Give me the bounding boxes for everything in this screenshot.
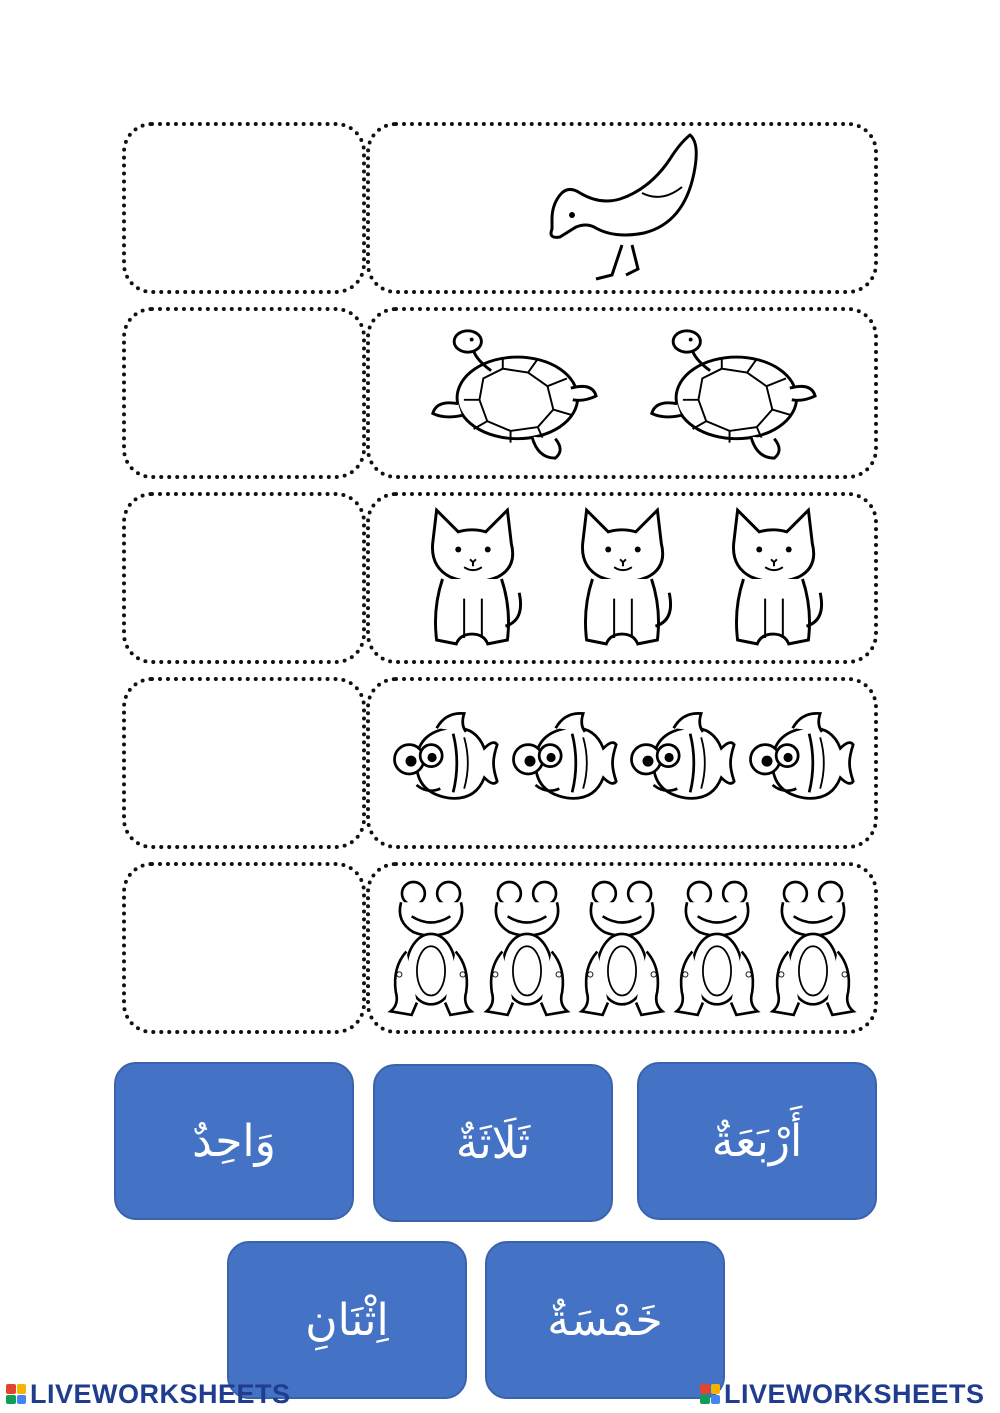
frog-icon (483, 873, 571, 1023)
answer-box-2[interactable] (122, 307, 366, 479)
liveworksheets-logo-icon (700, 1384, 720, 1404)
fish-icon (626, 708, 736, 818)
watermark-right (700, 1379, 985, 1409)
watermark-left (6, 1379, 291, 1409)
turtle-icon (425, 318, 600, 468)
answer-box-4[interactable] (122, 677, 366, 849)
picture-box-1 (366, 122, 878, 294)
answer-box-5[interactable] (122, 862, 366, 1034)
chip-five[interactable]: خَمْسَةٌ (485, 1241, 725, 1399)
duck-icon (527, 133, 717, 283)
frog-icon (387, 873, 475, 1023)
fish-icon (745, 708, 855, 818)
cat-icon (714, 503, 832, 653)
picture-box-2 (366, 307, 878, 479)
answer-box-1[interactable] (122, 122, 366, 294)
watermark-text: LIVEWORKSHEETS (724, 1378, 985, 1409)
cat-icon (413, 503, 531, 653)
frog-icon (578, 873, 666, 1023)
chip-three[interactable]: ثَلَاثَةٌ (373, 1064, 613, 1222)
liveworksheets-logo-icon (6, 1384, 26, 1404)
chip-two[interactable]: اِثْنَانِ (227, 1241, 467, 1399)
picture-box-5 (366, 862, 878, 1034)
frog-icon (769, 873, 857, 1023)
picture-box-4 (366, 677, 878, 849)
watermark-text: LIVEWORKSHEETS (30, 1378, 291, 1409)
cat-icon (563, 503, 681, 653)
fish-icon (389, 708, 499, 818)
turtle-icon (644, 318, 819, 468)
chip-one[interactable]: وَاحِدٌ (114, 1062, 354, 1220)
chip-four[interactable]: أَرْبَعَةٌ (637, 1062, 877, 1220)
answer-box-3[interactable] (122, 492, 366, 664)
picture-box-3 (366, 492, 878, 664)
frog-icon (673, 873, 761, 1023)
fish-icon (508, 708, 618, 818)
